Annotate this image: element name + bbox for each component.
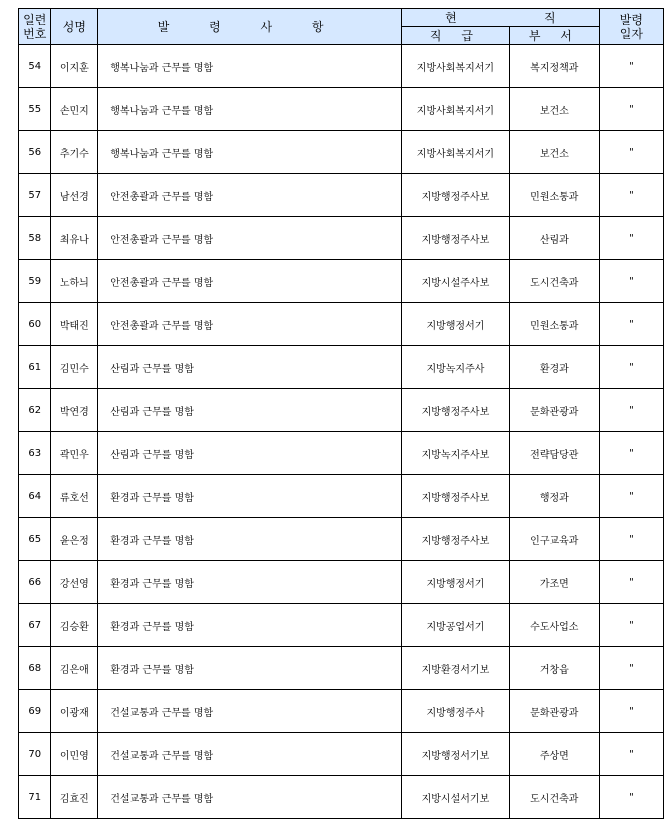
cell-department: 보건소 bbox=[509, 131, 599, 174]
header-dept: 부 서 bbox=[509, 27, 599, 45]
cell-department: 문화관광과 bbox=[509, 690, 599, 733]
cell-order-date: " bbox=[599, 260, 663, 303]
cell-order-item: 산림과 근무를 명함 bbox=[98, 346, 402, 389]
cell-rank: 지방행정서기 bbox=[401, 561, 509, 604]
table-row bbox=[19, 690, 664, 733]
cell-person-name: 윤은정 bbox=[51, 518, 98, 561]
cell-department: 행정과 bbox=[509, 475, 599, 518]
cell-department: 환경과 bbox=[509, 346, 599, 389]
cell-order-date: " bbox=[599, 690, 663, 733]
cell-person-name: 손민지 bbox=[51, 88, 98, 131]
cell-seq-number: 57 bbox=[19, 174, 51, 217]
cell-seq-number: 65 bbox=[19, 518, 51, 561]
cell-rank: 지방녹지주사보 bbox=[401, 432, 509, 475]
header-seq-line1: 일련 bbox=[23, 12, 47, 27]
cell-department: 민원소통과 bbox=[509, 174, 599, 217]
cell-rank: 지방시설서기보 bbox=[401, 776, 509, 819]
cell-seq-number: 61 bbox=[19, 346, 51, 389]
cell-department: 인구교육과 bbox=[509, 518, 599, 561]
table-row bbox=[19, 518, 664, 561]
cell-order-date: " bbox=[599, 389, 663, 432]
cell-order-item: 건설교통과 근무를 명함 bbox=[98, 690, 402, 733]
cell-department: 도시건축과 bbox=[509, 260, 599, 303]
cell-order-item: 안전총괄과 근무를 명함 bbox=[98, 260, 402, 303]
table-row bbox=[19, 174, 664, 217]
header-date bbox=[599, 9, 663, 45]
table-row bbox=[19, 45, 664, 88]
cell-order-item: 건설교통과 근무를 명함 bbox=[98, 733, 402, 776]
table-row bbox=[19, 561, 664, 604]
cell-department: 문화관광과 bbox=[509, 389, 599, 432]
cell-order-date: " bbox=[599, 733, 663, 776]
cell-order-date: " bbox=[599, 174, 663, 217]
cell-department: 민원소통과 bbox=[509, 303, 599, 346]
cell-order-item: 건설교통과 근무를 명함 bbox=[98, 776, 402, 819]
table-header bbox=[19, 9, 664, 45]
cell-rank: 지방공업서기 bbox=[401, 604, 509, 647]
cell-person-name: 곽민우 bbox=[51, 432, 98, 475]
cell-department: 전략담당관 bbox=[509, 432, 599, 475]
cell-department: 수도사업소 bbox=[509, 604, 599, 647]
cell-order-item: 산림과 근무를 명함 bbox=[98, 432, 402, 475]
cell-person-name: 김승환 bbox=[51, 604, 98, 647]
cell-rank: 지방행정주사보 bbox=[401, 174, 509, 217]
table-row bbox=[19, 604, 664, 647]
cell-rank: 지방행정주사보 bbox=[401, 475, 509, 518]
table-row bbox=[19, 776, 664, 819]
table-row bbox=[19, 647, 664, 690]
cell-order-date: " bbox=[599, 647, 663, 690]
cell-person-name: 최유나 bbox=[51, 217, 98, 260]
table-row bbox=[19, 260, 664, 303]
cell-seq-number: 56 bbox=[19, 131, 51, 174]
cell-order-item: 환경과 근무를 명함 bbox=[98, 561, 402, 604]
cell-rank: 지방행정서기보 bbox=[401, 733, 509, 776]
cell-order-item: 행복나눔과 근무를 명함 bbox=[98, 45, 402, 88]
cell-order-item: 산림과 근무를 명함 bbox=[98, 389, 402, 432]
cell-order-date: " bbox=[599, 776, 663, 819]
cell-rank: 지방행정주사 bbox=[401, 690, 509, 733]
cell-person-name: 박연경 bbox=[51, 389, 98, 432]
cell-person-name: 김효진 bbox=[51, 776, 98, 819]
cell-person-name: 이지훈 bbox=[51, 45, 98, 88]
cell-seq-number: 68 bbox=[19, 647, 51, 690]
cell-seq-number: 59 bbox=[19, 260, 51, 303]
cell-rank: 지방녹지주사 bbox=[401, 346, 509, 389]
cell-order-item: 행복나눔과 근무를 명함 bbox=[98, 88, 402, 131]
table-row bbox=[19, 303, 664, 346]
table-row bbox=[19, 217, 664, 260]
header-current bbox=[401, 9, 599, 27]
cell-order-date: " bbox=[599, 518, 663, 561]
cell-person-name: 김민수 bbox=[51, 346, 98, 389]
header-rank: 직 급 bbox=[401, 27, 509, 45]
cell-person-name: 남선경 bbox=[51, 174, 98, 217]
table-row bbox=[19, 346, 664, 389]
table-row bbox=[19, 733, 664, 776]
cell-department: 복지정책과 bbox=[509, 45, 599, 88]
cell-order-date: " bbox=[599, 88, 663, 131]
cell-rank: 지방환경서기보 bbox=[401, 647, 509, 690]
header-current-right: 직 bbox=[543, 11, 556, 25]
cell-person-name: 이광재 bbox=[51, 690, 98, 733]
cell-order-date: " bbox=[599, 303, 663, 346]
header-date-line1: 발령 bbox=[619, 12, 643, 27]
cell-person-name: 김은애 bbox=[51, 647, 98, 690]
cell-seq-number: 67 bbox=[19, 604, 51, 647]
cell-department: 산림과 bbox=[509, 217, 599, 260]
cell-seq-number: 64 bbox=[19, 475, 51, 518]
header-seq bbox=[19, 9, 51, 45]
cell-order-item: 안전총괄과 근무를 명함 bbox=[98, 303, 402, 346]
cell-department: 도시건축과 bbox=[509, 776, 599, 819]
cell-order-date: " bbox=[599, 217, 663, 260]
cell-order-date: " bbox=[599, 604, 663, 647]
cell-order-date: " bbox=[599, 432, 663, 475]
cell-order-item: 환경과 근무를 명함 bbox=[98, 475, 402, 518]
cell-order-item: 안전총괄과 근무를 명함 bbox=[98, 174, 402, 217]
cell-order-item: 환경과 근무를 명함 bbox=[98, 518, 402, 561]
table-row bbox=[19, 475, 664, 518]
cell-order-date: " bbox=[599, 475, 663, 518]
cell-department: 주상면 bbox=[509, 733, 599, 776]
cell-person-name: 강선영 bbox=[51, 561, 98, 604]
cell-rank: 지방행정주사보 bbox=[401, 217, 509, 260]
table-body bbox=[19, 45, 664, 819]
cell-seq-number: 70 bbox=[19, 733, 51, 776]
cell-person-name: 추기수 bbox=[51, 131, 98, 174]
header-seq-line2: 번호 bbox=[23, 26, 47, 41]
cell-rank: 지방시설주사보 bbox=[401, 260, 509, 303]
cell-order-item: 환경과 근무를 명함 bbox=[98, 604, 402, 647]
cell-rank: 지방사회복지서기 bbox=[401, 131, 509, 174]
cell-rank: 지방행정주사보 bbox=[401, 389, 509, 432]
cell-rank: 지방사회복지서기 bbox=[401, 88, 509, 131]
cell-order-item: 행복나눔과 근무를 명함 bbox=[98, 131, 402, 174]
header-item: 발 령 사 항 bbox=[98, 9, 402, 45]
cell-seq-number: 60 bbox=[19, 303, 51, 346]
cell-department: 보건소 bbox=[509, 88, 599, 131]
header-date-line2: 일자 bbox=[619, 26, 643, 41]
cell-person-name: 이민영 bbox=[51, 733, 98, 776]
cell-seq-number: 55 bbox=[19, 88, 51, 131]
table-row bbox=[19, 88, 664, 131]
cell-seq-number: 71 bbox=[19, 776, 51, 819]
table-row bbox=[19, 389, 664, 432]
cell-order-item: 환경과 근무를 명함 bbox=[98, 647, 402, 690]
cell-order-date: " bbox=[599, 45, 663, 88]
table-row bbox=[19, 131, 664, 174]
cell-seq-number: 62 bbox=[19, 389, 51, 432]
cell-order-date: " bbox=[599, 346, 663, 389]
cell-seq-number: 69 bbox=[19, 690, 51, 733]
cell-department: 거창읍 bbox=[509, 647, 599, 690]
cell-seq-number: 54 bbox=[19, 45, 51, 88]
cell-order-item: 안전총괄과 근무를 명함 bbox=[98, 217, 402, 260]
cell-person-name: 박태진 bbox=[51, 303, 98, 346]
cell-seq-number: 63 bbox=[19, 432, 51, 475]
cell-rank: 지방행정서기 bbox=[401, 303, 509, 346]
cell-seq-number: 66 bbox=[19, 561, 51, 604]
table-row bbox=[19, 432, 664, 475]
cell-person-name: 류호선 bbox=[51, 475, 98, 518]
cell-seq-number: 58 bbox=[19, 217, 51, 260]
header-name: 성명 bbox=[51, 9, 98, 45]
cell-rank: 지방행정주사보 bbox=[401, 518, 509, 561]
cell-department: 가조면 bbox=[509, 561, 599, 604]
cell-rank: 지방사회복지서기 bbox=[401, 45, 509, 88]
cell-order-date: " bbox=[599, 131, 663, 174]
header-current-left: 현 bbox=[445, 11, 457, 25]
cell-order-date: " bbox=[599, 561, 663, 604]
personnel-order-table bbox=[18, 8, 664, 819]
cell-person-name: 노하늬 bbox=[51, 260, 98, 303]
